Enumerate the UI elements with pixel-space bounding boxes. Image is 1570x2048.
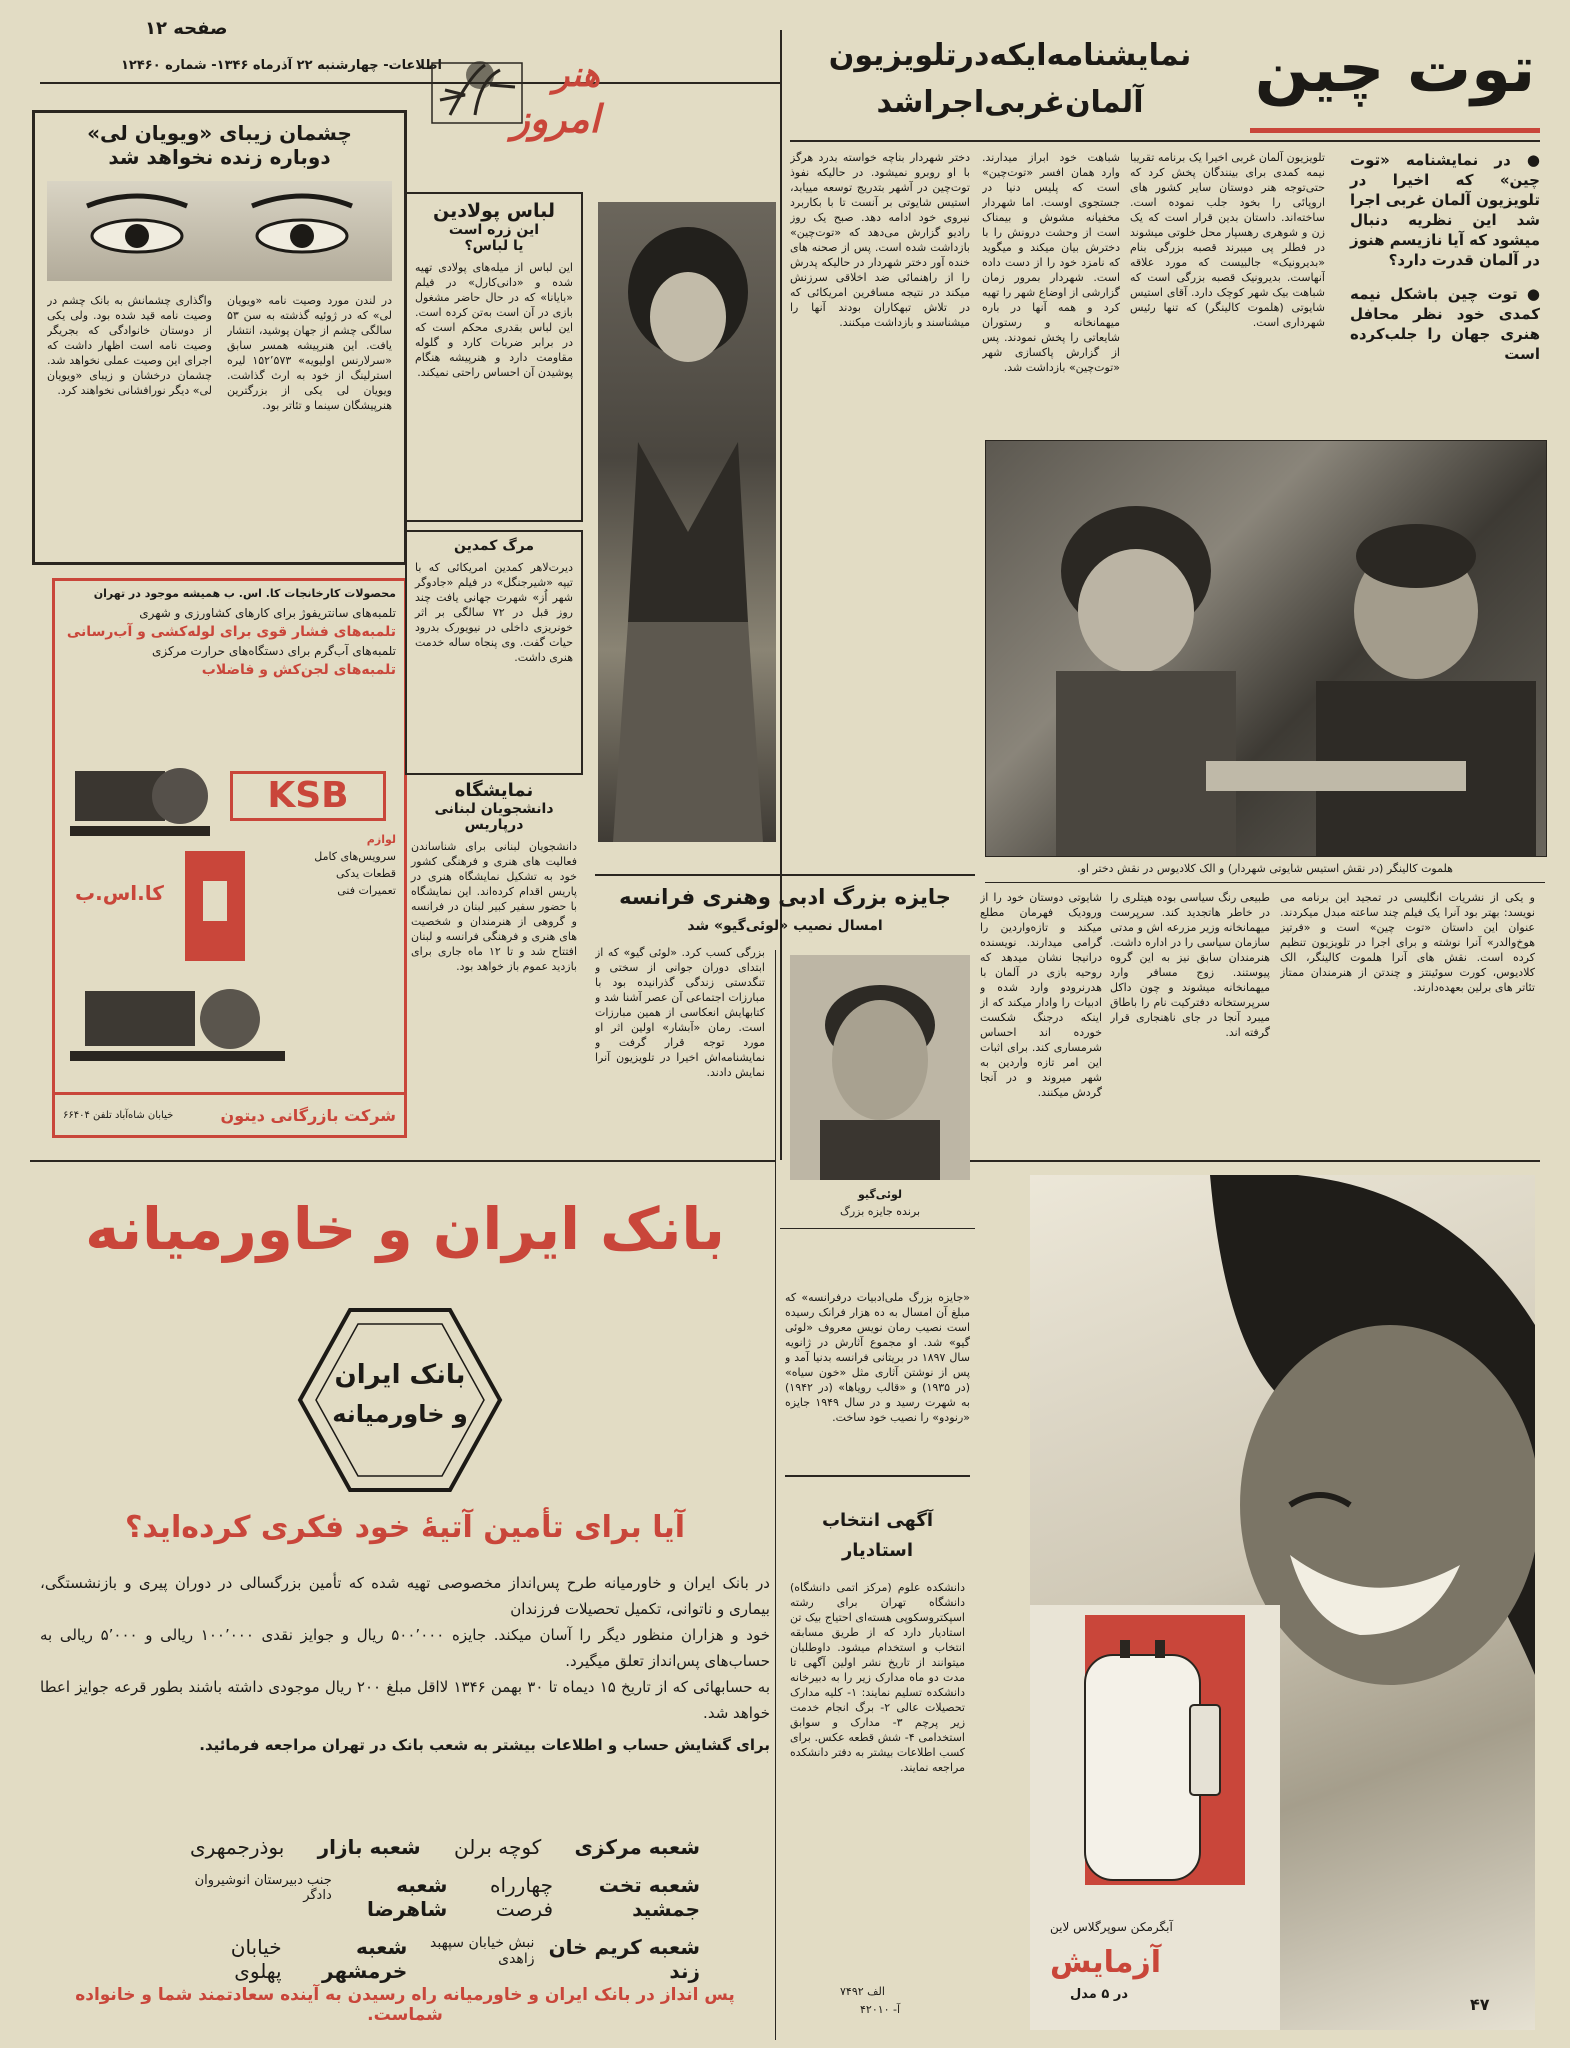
ksb-side-list — [256, 831, 396, 899]
comedian-title: مرگ کمدین — [453, 538, 535, 554]
heater-caption: آبگرمکن سوپرگلاس لاین — [1050, 1920, 1173, 1934]
kicker-underline — [1250, 128, 1540, 133]
lead-photo — [985, 440, 1547, 857]
lead-kicker: توت چین — [1254, 33, 1536, 107]
exhibition-box — [405, 780, 583, 1140]
lead-headline-rule — [790, 140, 1540, 142]
section-logo — [430, 45, 600, 150]
comedian-box — [405, 530, 583, 775]
notice-title-2: استادیار — [841, 1540, 914, 1561]
prize-subheadline: امسال نصیب «لوئی‌گیو» شد — [687, 918, 883, 934]
bank-branch-1-name: شعبه مرکزی — [574, 1835, 700, 1859]
bank-footer: پس انداز در بانک ایران و خاورمیانه راه رسیدن به آینده سعادتمند شما و خانواده شماست. — [75, 1985, 735, 2025]
lead-bullets — [1350, 150, 1540, 364]
bank-title: بانک ایران و خاورمیانه — [85, 1195, 725, 1263]
notice-body: دانشکده علوم (مرکز اتمی دانشگاه) دانشگاه تهران برای رشته اسپکتروسکوپی هسته‌ای احتیاج بیک تن استادیار دارد که از طریق مسابقه انتخاب و استخدام میشود. داوطلبان میتوانند از تاریخ نشر اولین آگهی تا مدت دو ماه مدارک زیر را به دبیرخانه دانشکده تسلیم نمایند: ۱- کلیه مدارک تحصیلات عالی ۲- برگ انجام خدمت زیر پرچم ۳- مدارک و سوابق استخدامی ۴- شش قطعه عکس. برای کسب اطلاعات بیشتر به دفتر دانشکده مراجعه نمایند. — [790, 1581, 965, 1774]
prize-photo-name: لوئی‌گیو — [857, 1188, 903, 1201]
exhibition-subtitle2: درپاریس — [464, 817, 524, 833]
bank-emblem-line1: بانک ایران — [334, 1360, 466, 1390]
eyes-title: چشمان زیبای «ویویان لی» — [87, 121, 352, 145]
ksb-line-1: تلمبه‌های سانتریفوژ برای کارهای کشاورزی و شهری — [139, 606, 396, 620]
bank-branch-1-addr: کوچه برلن — [454, 1835, 542, 1859]
lead-col-mid: شباهت خود ابراز میدارند. وارد همان افسر «توت‌چین» است که پلیس دنیا در جستجوی اوست. اما شهردار مخفیانه مشوش و بیمناک است از وحشت درونش را با دخترش بیان میکند و میگوید که نامزد خود را از دست داده است. شهردار بمرور زمان گزارشی از اوضاع شهر را تهیه کرد و همه آنها در باره میهمانخانه و رستوران شایعاتی را پخش نمودند. پس از گزارش پاکسازی شهر «توت‌چین» بازداشت شد. — [982, 151, 1120, 374]
iron-dress-body: این لباس از میله‌های پولادی تهیه شده و «دانی‌کارل» در فیلم «بایانا» که در حال حاضر مشغول بازی در آن است به‌تن کرده است. این لباس بقدری محکم است که در برابر ضربات کارد و گلوله مقاومت دارد و هنرپیشه هنگام پوشیدن آن احساس راحتی نمیکند. — [415, 261, 573, 379]
eyes-article-box — [32, 110, 407, 565]
heater-models: در ۵ مدل — [1070, 1987, 1128, 2002]
ksb-footer — [55, 1092, 404, 1135]
iron-dress-photo — [598, 202, 776, 842]
lead-col-left: دختر شهردار بناچه خواسته بدرد هرگز با او روبرو نمیشود. در حالیکه نفوذ توت‌چین در آشهر بتدریج توسعه مییابد، استیس شایوتی بر آنست تا با بکاربرد نیروی خود ادامه دهد. صبح یک روز رادیو گزارش می‌دهد که «توت‌چین» بازداشت شده است. پس از صحنه های خنده آور دختر شهردار در حالیکه پدرش را از راهنمائی ضد اخلاقی سرزنش میکند در نتیجه مسافرین امریکائی که در تلاش تبهکاران بودند آنها را میشناسند و بازداشت میکنند. — [790, 151, 970, 329]
notice-top-rule — [785, 1475, 970, 1477]
eyes-closeup-icon — [47, 181, 392, 281]
heater-brand: آزمایش — [1050, 1945, 1162, 1980]
exhibition-subtitle: دانشجویان لبنانی — [434, 801, 554, 817]
bank-paragraphs — [40, 1570, 770, 1758]
bank-branches — [190, 1835, 700, 1997]
comedian-body: دیرت‌لاهر کمدین امریکائی که با تیپه «شیرجنگل» در فیلم «جادوگر شهر اُز» شهرت جهانی یافت چند روز قبل در ۷۲ سالگی بر اثر خونریزی داخلی در نیویورک بدرود حیات گفت. وی پنجاه ساله خدمت هنری داشت. — [415, 561, 573, 664]
iron-dress-subtitle2: یا لباس؟ — [464, 238, 524, 254]
heater-appliance-icon — [1070, 1635, 1230, 1895]
lead-bottom-col-3: شایوتی دوستان خود را از ورودیک فهرمان مطلع میکند و تازه‌واردین را گرامی میدارند. نویسنده درانیجا نشان میدهد که روحیه بازی در آلمان با هدرنرودو وارد شده و ادبیات را وادار میکند که از اینکه درجنگ شکست خورده اند احساس شرمساری کند. برای اثبات این امر تازه واردین به شهر میروند و در آنجا گردش میکنند. — [980, 891, 1102, 1099]
ksb-motor-icon — [65, 961, 295, 1071]
bank-branch-6-name: شعبه خرمشهر — [322, 1935, 408, 1983]
eyes-subtitle: دوباره زنده نخواهد شد — [108, 145, 331, 169]
bank-branch-row-3 — [190, 1935, 700, 1983]
bank-branch-4-name: شعبه شاهرضا — [367, 1873, 448, 1921]
lead-col-right: تلویزیون آلمان غربی اخیرا یک برنامه تقریبا نیمه کمدی برای بینندگان پخش کرد که حتی‌توجه هنر دوستان سایر کشور های اروپائی را بخود جلب نموده است. ساخته‌اند. داستان بدین قرار است که یک زن و شوهری رهسپار محل خلوتی میشوند در فطلر پی میبرند قصبه بزرگی بنام «بدیرونیک» جالبیست که مورد علاقه آنهاست. بدیرونیک قصبه بزرگی است که شباهت بیک شهر کوچک دارد. آقای استیس شایوتی (هلموت کالینگر) که تنها رئیس شهرداری است. — [1130, 151, 1325, 329]
eyes-col-right: در لندن مورد وصیت نامه «ویویان لی» که در ژوئیه گذشته به سن ۵۳ سالگی چشم از جهان پوشید، انتشار یافت. این هنرپیشه همسر سابق «سرلارنس اولیویه» ۱۵۲٬۵۷۳ لیره استرلینگ از خود به‌ ارث گذاشت. ویویان لی یکی از بزرگترین هنرپیشگان سینما و تئاتر بود. — [227, 294, 392, 412]
ksb-brand: KSB — [230, 771, 386, 821]
bank-branch-row-2 — [190, 1873, 700, 1921]
bank-branch-2-name: شعبه بازار — [317, 1835, 421, 1859]
lead-headline-2: آلمان‌غربی‌اجرا‌شد — [876, 85, 1144, 120]
header-rule — [40, 82, 780, 84]
section-title-top: هنر — [553, 55, 600, 95]
bank-branch-4-addr: جنب دبیرستان انوشیروان دادگر — [194, 1873, 332, 1903]
exhibition-title: نمایشگاه — [454, 780, 534, 801]
portrait-man-icon — [790, 955, 970, 1180]
lead-bullet-1: ● در نمایشنامه «توت چین» که اخیرا در تلویزیون آلمان غربی اجرا شد این نظریه دنبال میشود که‌ آیا نازیسم هنوز در آلمان قدرت دارد؟ — [1349, 151, 1540, 269]
notice-title-1: آگهی انتخاب — [821, 1510, 934, 1531]
prize-divider — [775, 950, 776, 2040]
prize-headline: جایزه بزرگ ادبی وهنری فرانسه — [619, 885, 951, 909]
prize-photo — [790, 955, 970, 1180]
page-number: صفحه ۱۲ — [145, 18, 228, 39]
ksb-red-pump-icon — [175, 841, 255, 981]
ksb-footer-small: خیابان شاه‌آباد تلفن ۶۶۴۰۴ — [63, 1109, 174, 1121]
bank-branch-3-addr: چهارراه فرصت — [489, 1873, 553, 1921]
iron-dress-box — [405, 192, 583, 522]
bank-emblem-line2: و خاورمیانه — [332, 1400, 468, 1428]
ksb-line-3: تلمبه‌های آب‌گرم برای دستگاه‌های حرارت مرکزی — [151, 644, 396, 658]
notice-code: الف ۷۴۹۲ — [840, 1985, 885, 1998]
section-title-bottom: امروز — [511, 97, 600, 141]
lead-bottom-col-2: طبیعی رنگ سیاسی بوده هیتلری را در خاطر هاتجدید کند. سرپرست میهمانخانه‌ وزیر مزرعه اش و مدتی سازمان سیاسی را در اداره داشت. هنرمندان سابق نیز به این گروه پیوستند. زوج مسافر وارد میهمانخانه میشوند و چون داکل سرپرستخانه دفترکیت نام را باطاق میبرد آنجا در جای ناهنجاری قرار گرفته اند. — [1110, 891, 1270, 1039]
ksb-side-1: لوازم — [366, 833, 396, 846]
ksb-ad — [52, 578, 407, 1138]
ksb-intro: محصولات کارخانجات کا. اس. ب همیشه موجود در تهران — [93, 587, 396, 600]
bank-paragraph-1: در بانک ایران و خاورمیانه طرح پس‌انداز مخصوصی تهیه شده که تأمین بزرگسالی در دوران پیری و بازنشستگی، بیماری و ناتوانی، تکمیل تحصیلات فرزندان — [40, 1574, 770, 1618]
bank-branch-5-name: شعبه کریم خان زند — [548, 1935, 700, 1983]
prize-top-rule — [595, 874, 975, 876]
prize-photo-role: برنده جایزه بزرگ — [839, 1205, 921, 1218]
lead-bullet-2: ● توت چین باشکل نیمه کمدی خود نظر محافل هنری جهان را جلب‌کرده است — [1350, 285, 1540, 363]
notice-ref: آ- ۴۲۰۱۰ — [860, 2003, 901, 2016]
ksb-side-3: قطعات یدکی — [335, 867, 396, 880]
woman-in-metal-dress-icon — [598, 202, 776, 842]
bank-slogan: آیا برای تأمین آتیهٔ خود فکری کرده‌اید؟ — [124, 1510, 686, 1545]
ksb-footer-brand: شرکت بازرگانی دیتون — [220, 1105, 396, 1125]
bank-paragraph-3: به حسابهائی که از تاریخ ۱۵ دیماه تا ۳۰ بهمن ۱۳۴۶ لااقل مبلغ ۲۰۰ ریال موجودی داشته باشند بطور قرعه جوایز اعطا خواهد شد. — [40, 1678, 771, 1722]
heater-ref: ۴۷ — [1470, 1995, 1490, 2014]
iron-dress-subtitle: این زره است — [448, 222, 540, 238]
eyes-photo — [47, 181, 392, 281]
eyes-col-left: واگذاری چشمانش به بانک چشم در وصیت نامه قید شده بود. ولی یکی از دوستان خانوادگی که بجریگر وصیت نامه است اظهار داشت که اجرای این وصیت عملی نخواهد شد. چشمان درخشان و زیبای «ویویان لی» دیگر نورافشانی نخواهند کرد. — [47, 294, 212, 397]
prize-body-2: «جایزه بزرگ ملی‌ادبیات درفرانسه» که مبلغ آن امسال به ده هزار فرانک رسیده است نصیب رمان نویس معروف «لوئی گیو» شد. او مجموع آثارش در ژانویه سال ۱۸۹۷ در بریتانی فرانسه بدنیا آمد و پس از نوشتن آثاری مثل «خون سیاه» (در ۱۹۳۵) و «قالب رویاها» (در ۱۹۴۲) به شهرت رسید و در سال ۱۹۴۹ جایزه «رنودو» را نصیب خود ساخت. — [785, 1291, 970, 1424]
lead-headline-1: نمایشنامه‌ایکه‌در‌تلویزیون — [828, 38, 1192, 73]
lead-caption-rule — [985, 882, 1545, 883]
ksb-line-2: تلمبه‌های فشار قوی برای لوله‌کشی و آب‌رسانی — [66, 624, 396, 640]
prize-photo-rule — [780, 1228, 975, 1229]
bank-top-rule — [30, 1160, 775, 1162]
bank-branch-row-1 — [190, 1835, 700, 1859]
iron-dress-title: لباس پولادین — [432, 200, 556, 222]
bank-emblem — [290, 1300, 510, 1500]
ksb-side-2: سرویس‌های کامل — [314, 850, 396, 863]
lead-bottom-col-1: و یکی از نشریات انگلیسی در تمجید این برنامه می نویسد: بهتر بود آنرا یک فیلم چند ساعته‌ مبدل میکردند. عنوان این داستان «توت چین» است و «فرتیز هوخ‌والدر» آنرا نوشته و برای اجرا در تلویزیون تنظیم کرده است. نقش های آنرا هلموت کالینگر، الک کلادیوس، کورت سوئینتز و چندتن از هنرمندان ممتاز تئاتر های برلین بعهده‌دارند. — [1280, 891, 1535, 994]
ksb-monogram: کا.اس.ب — [75, 881, 164, 905]
ksb-side-4: تعمیرات فنی — [337, 884, 396, 897]
ksb-pump-icon — [65, 741, 215, 851]
bank-branch-2-addr: بوذرجمهری — [190, 1835, 285, 1859]
bank-paragraph-4: برای گشایش حساب و اطلاعات بیشتر به شعب بانک در تهران مراجعه فرمائید. — [199, 1736, 770, 1754]
two-people-photo-icon — [986, 441, 1546, 856]
lead-photo-caption: هلموت کالینگر (در نقش استیس شایوتی شهردار) و الک کلادیوس در نقش دختر او. — [1077, 862, 1453, 875]
bank-branch-5-addr: نبش خیابان سپهبد زاهدی — [430, 1935, 535, 1967]
bank-branch-6-addr: خیابان پهلوی — [230, 1935, 282, 1983]
prize-body: بزرگی کسب کرد. «لوئی گیو» که از ابتدای دوران جوانی از سختی و تنگدستی زندگی گذرانیده بود با مبارزات اجتماعی آن عصر آشنا شد و کتابهایش انعکاسی از همین مبارزات است. رمان «آبشار» اولین اثر او مورد توجه قرار گرفت و نمایشنامه‌اش اخیرا در تلویزیون آنرا نمایش دادند. — [595, 946, 765, 1079]
bank-paragraph-2: خود و هزاران منظور دیگر را آسان میکند. جایزه ۵۰۰٬۰۰۰ ریال و جوایز نقدی ۱۰۰٬۰۰۰ ریالی و ۵٬۰۰۰ ریالی به حساب‌های پس‌انداز تعلق میگیرد. — [40, 1626, 770, 1670]
bank-branch-3-name: شعبه تخت جمشید — [598, 1873, 700, 1921]
dateline: اطلاعات- چهارشنبه ۲۲ آذرماه ۱۳۴۶- شماره ۱۲۴۶۰ — [120, 58, 442, 73]
column-divider-right — [780, 30, 782, 1160]
heater-ad — [1030, 1175, 1535, 2030]
ksb-line-4: تلمبه‌های لجن‌کش و فاضلاب — [201, 662, 396, 678]
exhibition-body: دانشجویان لبنانی برای شناساندن فعالیت های هنری و فرهنگی کشور خود به تشکیل نمایشگاه هنری در پاریس اقدام کرده‌اند. این نمایشگاه با حضور سفیر کبیر لبنان در فرانسه و گروهی از هنرمندان و شخصیت های هنری و فرهنگی فرانسه و لبنان افتتاح شد و تا ۱۲ ماه جاری برای بازدید عموم باز خواهد بود. — [411, 840, 577, 973]
